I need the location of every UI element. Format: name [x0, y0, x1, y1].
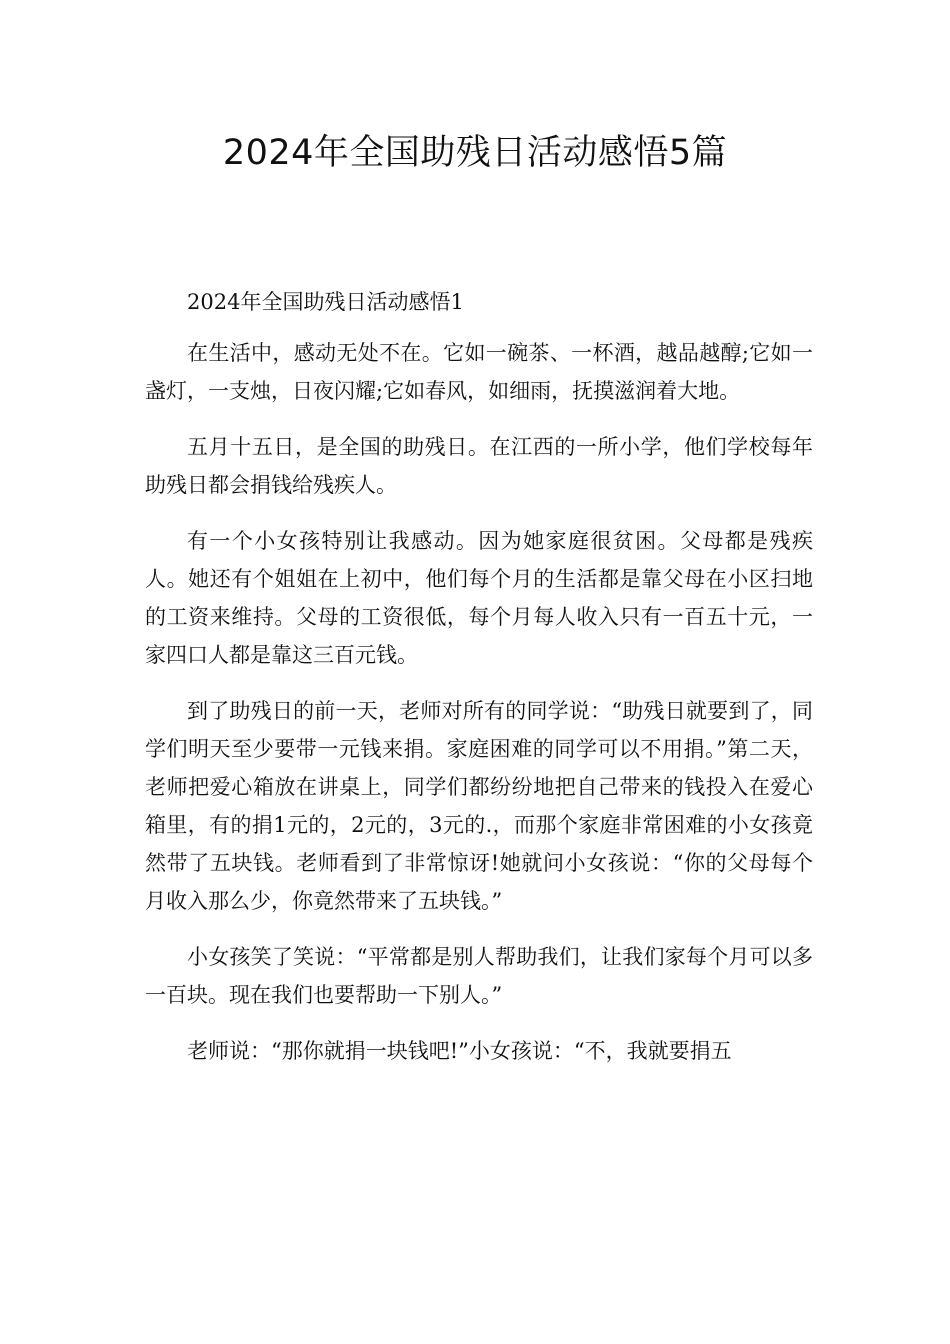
paragraph: 五月十五日，是全国的助残日。在江西的一所小学，他们学校每年助残日都会捐钱给残疾人。 [145, 435, 813, 497]
document-body [145, 283, 813, 1088]
paragraph: 老师说：“那你就捐一块钱吧!”小女孩说：“不，我就要捐五 [187, 1039, 732, 1063]
paragraph: 在生活中，感动无处不在。它如一碗茶、一杯酒，越品越醇;它如一盏灯，一支烛，日夜闪耀;它如春风，如细雨，抚摸滋润着大地。 [145, 341, 813, 403]
paragraph: 到了助残日的前一天，老师对所有的同学说：“助残日就要到了，同学们明天至少要带一元钱来捐。家庭困难的同学可以不用捐。”第二天，老师把爱心箱放在讲桌上，同学们都纷纷地把自己带来的钱投入在爱心箱里，有的捐1元的，2元的，3元的.，而那个家庭非常困难的小女孩竟然带了五块钱。老师看到了非常惊讶!她就问小女孩说：“你的父母每个月收入那么少，你竟然带来了五块钱。” [145, 699, 813, 913]
paragraph: 有一个小女孩特别让我感动。因为她家庭很贫困。父母都是残疾人。她还有个姐姐在上初中，他们每个月的生活都是靠父母在小区扫地的工资来维持。父母的工资很低，每个月每人收入只有一百五十元，一家四口人都是靠这三百元钱。 [145, 529, 813, 667]
paragraph: 小女孩笑了笑说：“平常都是别人帮助我们，让我们家每个月可以多一百块。现在我们也要帮助一下别人。” [145, 945, 813, 1007]
document-title: 2024年全国助残日活动感悟5篇 [222, 133, 728, 173]
section-heading: 2024年全国助残日活动感悟1 [187, 290, 464, 314]
